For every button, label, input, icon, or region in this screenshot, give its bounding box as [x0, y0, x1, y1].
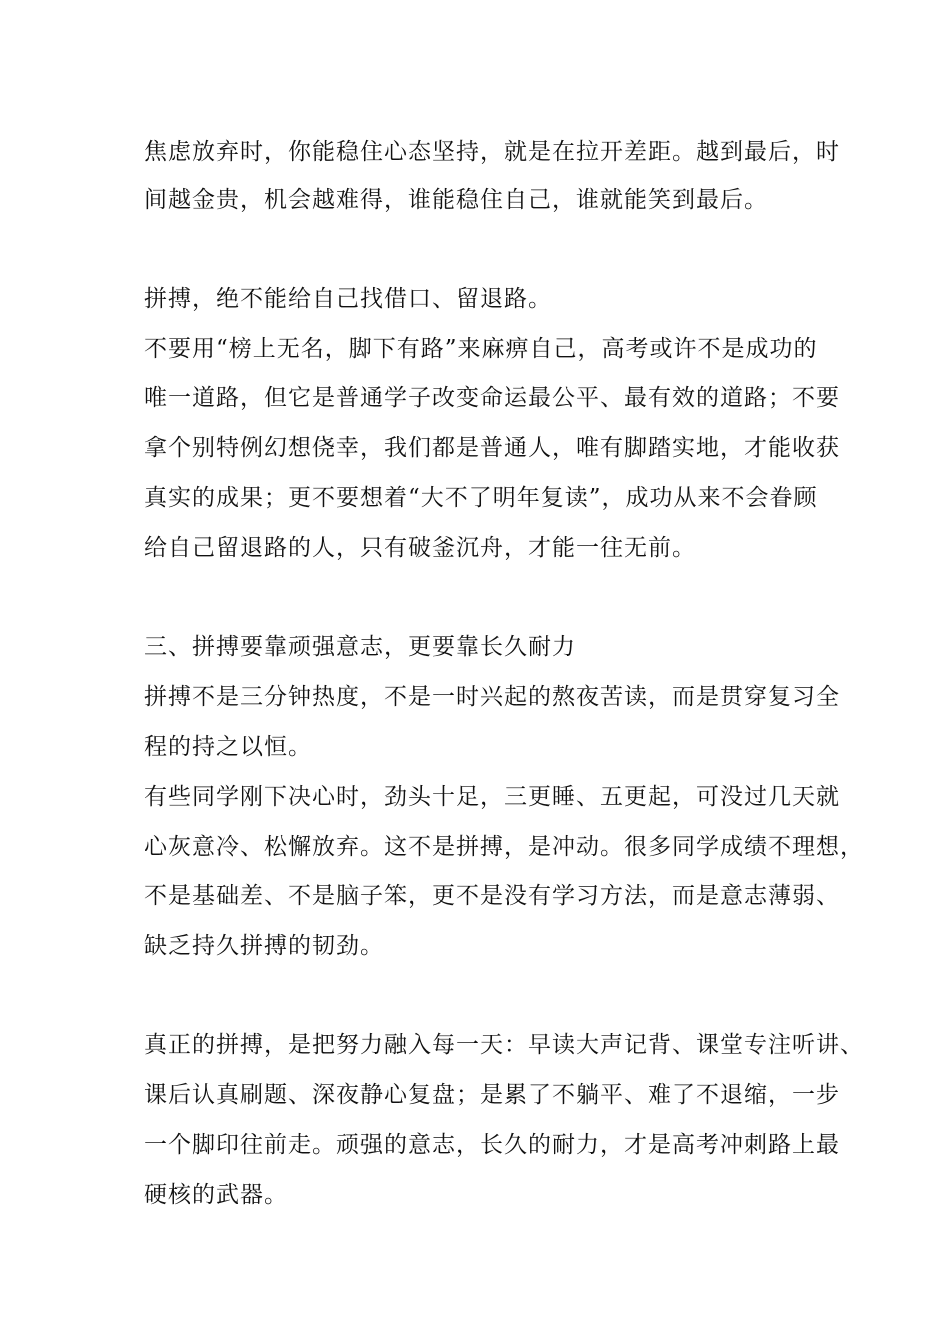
text-line: 有些同学刚下决心时，劲头十足，三更睡、五更起，可没过几天就: [144, 784, 840, 810]
text-line: 焦虑放弃时，你能稳住心态坚持，就是在拉开差距。越到最后，时: [144, 139, 840, 165]
text-line: 真正的拼搏，是把努力融入每一天：早读大声记背、课堂专注听讲、: [144, 1032, 864, 1058]
text-line: 程的持之以恒。: [144, 734, 312, 760]
text-line: 唯一道路，但它是普通学子改变命运最公平、最有效的道路；不要: [144, 385, 840, 411]
text-line: 一个脚印往前走。顽强的意志，长久的耐力，才是高考冲刺路上最: [144, 1132, 840, 1158]
text-line: 拿个别特例幻想侥幸，我们都是普通人，唯有脚踏实地，才能收获: [144, 435, 840, 461]
text-line: 不是基础差、不是脑子笨，更不是没有学习方法，而是意志薄弱、: [144, 883, 840, 909]
text-line: 给自己留退路的人，只有破釜沉舟，才能一往无前。: [144, 535, 696, 561]
section-heading: 三、拼搏要靠顽强意志，更要靠长久耐力: [144, 634, 576, 660]
text-line: 不要用“榜上无名，脚下有路”来麻痹自己，高考或许不是成功的: [144, 336, 818, 362]
text-line: 硬核的武器。: [144, 1182, 288, 1208]
text-line: 缺乏持久拼搏的韧劲。: [144, 933, 384, 959]
text-line: 心灰意冷、松懈放弃。这不是拼搏，是冲动。很多同学成绩不理想，: [144, 834, 864, 860]
text-line: 真实的成果；更不要想着“大不了明年复读”，成功从来不会眷顾: [144, 485, 818, 511]
text-line: 间越金贵，机会越难得，谁能稳住自己，谁就能笑到最后。: [144, 187, 768, 213]
text-line: 拼搏，绝不能给自己找借口、留退路。: [144, 286, 552, 312]
text-line: 课后认真刷题、深夜静心复盘；是累了不躺平、难了不退缩，一步: [144, 1082, 840, 1108]
text-line: 拼搏不是三分钟热度，不是一时兴起的熬夜苦读，而是贯穿复习全: [144, 684, 840, 710]
